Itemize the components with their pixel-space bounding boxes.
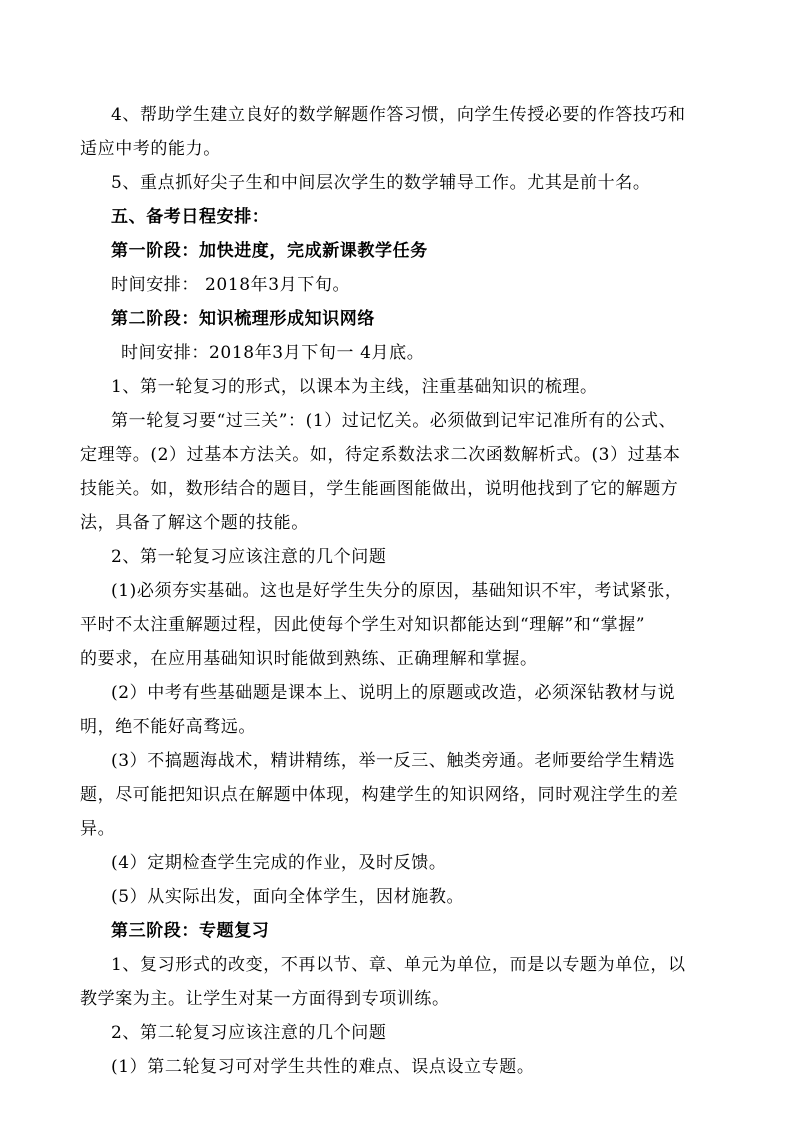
stage-heading: 第三阶段：专题复习: [111, 921, 270, 941]
paragraph-line: 平时不太注重解题过程，因此使每个学生对知识都能达到“理解”和“掌握”: [80, 615, 646, 635]
paragraph-line: 时间安排：2018年3月下旬一 4月底。: [121, 343, 425, 363]
section-heading: 五、备考日程安排：: [111, 207, 270, 227]
paragraph-line: 异。: [80, 819, 116, 839]
paragraph-line: 1、第一轮复习的形式，以课本为主线，注重基础知识的梳理。: [111, 377, 598, 397]
paragraph-line: 教学案为主。让学生对某一方面得到专项训练。: [80, 989, 450, 1009]
paragraph-line: 5、重点抓好尖子生和中间层次学生的数学辅导工作。尤其是前十名。: [111, 173, 651, 193]
paragraph-line: 题，尽可能把知识点在解题中体现，构建学生的知识网络，同时观注学生的差: [80, 785, 679, 805]
paragraph-line: 法，具备了解这个题的技能。: [80, 513, 309, 533]
paragraph-line: 明，绝不能好高骛远。: [80, 717, 256, 737]
paragraph-line: 的要求，在应用基础知识时能做到熟练、正确理解和掌握。: [80, 649, 538, 669]
paragraph-line: (2）中考有些基础题是课本上、说明上的原题或改造，必须深钻教材与说: [111, 683, 676, 703]
stage-heading: 第一阶段：加快进度，完成新课教学任务: [111, 241, 428, 261]
paragraph-line: (3）不搞题海战术，精讲精练，举一反三、触类旁通。老师要给学生精选: [111, 751, 676, 771]
paragraph-line: 适应中考的能力。: [80, 139, 221, 159]
stage-heading: 第二阶段：知识梳理形成知识网络: [111, 309, 375, 329]
paragraph-line: 2、第二轮复习应该注意的几个问题: [111, 1023, 387, 1043]
paragraph-line: (5）从实际出发，面向全体学生，因材施教。: [111, 887, 465, 907]
paragraph-line: (1）第二轮复习可对学生共性的难点、误点设立专题。: [111, 1057, 535, 1077]
paragraph-line: (1)必须夯实基础。这也是好学生失分的原因，基础知识不牢，考试紧张，: [111, 581, 683, 601]
paragraph-line: 时间安排： 2018年3月下旬。: [111, 275, 351, 295]
paragraph-line: 第一轮复习要“过三关”：(1）过记忆关。必须做到记牢记准所有的公式、: [111, 411, 677, 431]
paragraph-line: 2、第一轮复习应该注意的几个问题: [111, 547, 387, 567]
paragraph-line: 技能关。如，数形结合的题目，学生能画图能做出，说明他找到了它的解题方: [80, 479, 679, 499]
paragraph-line: 1、复习形式的改变，不再以节、章、单元为单位，而是以专题为单位，以: [111, 955, 686, 975]
paragraph-line: 定理等。(2）过基本方法关。如，待定系数法求二次函数解析式。(3）过基本: [80, 445, 681, 465]
paragraph-line: (4）定期检查学生完成的作业，及时反馈。: [111, 853, 447, 873]
paragraph-line: 4、帮助学生建立良好的数学解题作答习惯，向学生传授必要的作答技巧和: [111, 105, 686, 125]
